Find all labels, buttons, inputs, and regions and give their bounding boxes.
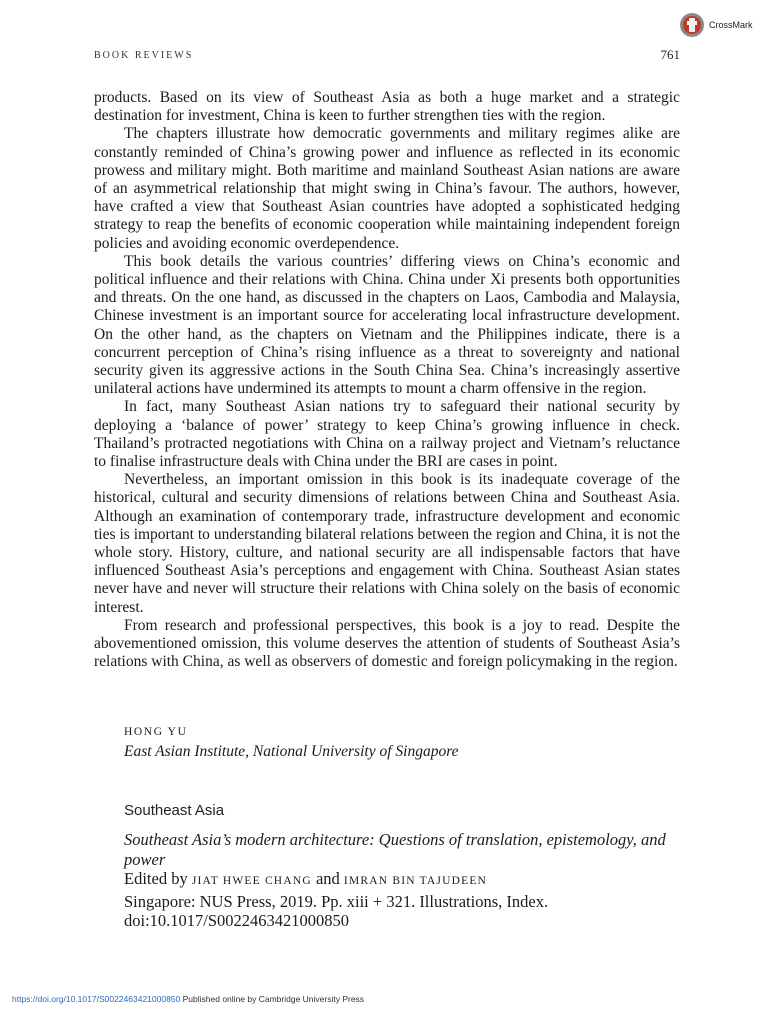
paragraph: From research and professional perspectives, this book is a joy to read. Despite the abovementioned omission, this volume deserves the attention of students of Southeast Asia’s relations with China, as well as observers of domestic and foreign policymaking in the region.	[94, 616, 680, 671]
and-label: and	[315, 869, 340, 888]
reviewer-name: HONG YU	[124, 726, 188, 738]
paragraph: In fact, many Southeast Asian nations try to safeguard their national security by deploying a ‘balance of power’ strategy to keep China’s growing influence in check. Thailand’s protracted negotiations with China on a railway project and Vietnam’s reluctance to finalise infrastructure deals with China under the BRI are cases in point.	[94, 398, 680, 471]
published-note: Published online by Cambridge University Press	[182, 994, 365, 1004]
crossmark-icon	[679, 12, 705, 38]
paragraph: The chapters illustrate how democratic governments and military regimes alike are constantly reminded of China’s growing power and influence as reflected in its economic prowess and military might. Both maritime and mainland Southeast Asian nations are aware of an asymmetrical relationship that might swing in China’s favour. The authors, however, have crafted a view that Southeast Asian countries have adopted a sophisticated hedging strategy to reap the benefits of economic cooperation while maintaining independent foreign policies and avoiding economic overdependence.	[94, 125, 680, 252]
doi-link[interactable]: https://doi.org/10.1017/S0022463421000850	[12, 994, 181, 1004]
page-number: 761	[660, 47, 680, 62]
editor-name: IMRAN BIN TAJUDEEN	[343, 875, 488, 887]
edited-by-label: Edited by	[124, 869, 188, 888]
section-heading: Southeast Asia	[124, 802, 225, 819]
book-publication: Singapore: NUS Press, 2019. Pp. xiii + 321. Illustrations, Index.	[124, 891, 549, 911]
book-doi: doi:10.1017/S0022463421000850	[124, 911, 350, 930]
footer	[12, 994, 364, 1004]
paragraph: This book details the various countries’ differing views on China’s economic and political influence and their relations with China. China under Xi presents both opportunities and threats. On the one hand, as discussed in the chapters on Laos, Cambodia and Malaysia, Chinese investment is an important source for accelerating local infrastructure development. On the other hand, as the chapters on Vietnam and the Philippines indicate, there is a concurrent perception of China’s rising influence as a threat to sovereignty and national security given its aggressive actions in the South China Sea. China’s increasingly assertive unilateral actions have undermined its attempts to mount a charm offensive in the region.	[94, 252, 680, 398]
crossmark-label: CrossMark	[709, 20, 753, 30]
reviewer-signature	[124, 723, 459, 761]
reviewer-affiliation: East Asian Institute, National University of Singapore	[124, 743, 459, 760]
paragraph: products. Based on its view of Southeast Asia as both a huge market and a strategic destination for investment, China is keen to further strengthen ties with the region.	[94, 89, 680, 125]
running-head: BOOK REVIEWS	[94, 50, 194, 61]
crossmark-badge[interactable]	[679, 12, 753, 38]
book-entry	[124, 830, 680, 931]
editor-name: JIAT HWEE CHANG	[191, 875, 312, 887]
book-title: Southeast Asia’s modern architecture: Questions of translation, epistemology, and power	[124, 830, 666, 869]
paragraph: Nevertheless, an important omission in this book is its inadequate coverage of the historical, cultural and security dimensions of relations between China and Southeast Asia. Although an examination of contemporary trade, infrastructure development and economic ties is important to understanding bilateral relations between the region and China, it is not the whole story. History, culture, and national security are all indispensable factors that have influenced Southeast Asia’s perceptions and engagement with China. Southeast Asian states never have and never will structure their relations with China solely on the basis of economic interest.	[94, 471, 680, 616]
book-editors	[124, 869, 680, 892]
review-body	[94, 89, 680, 672]
